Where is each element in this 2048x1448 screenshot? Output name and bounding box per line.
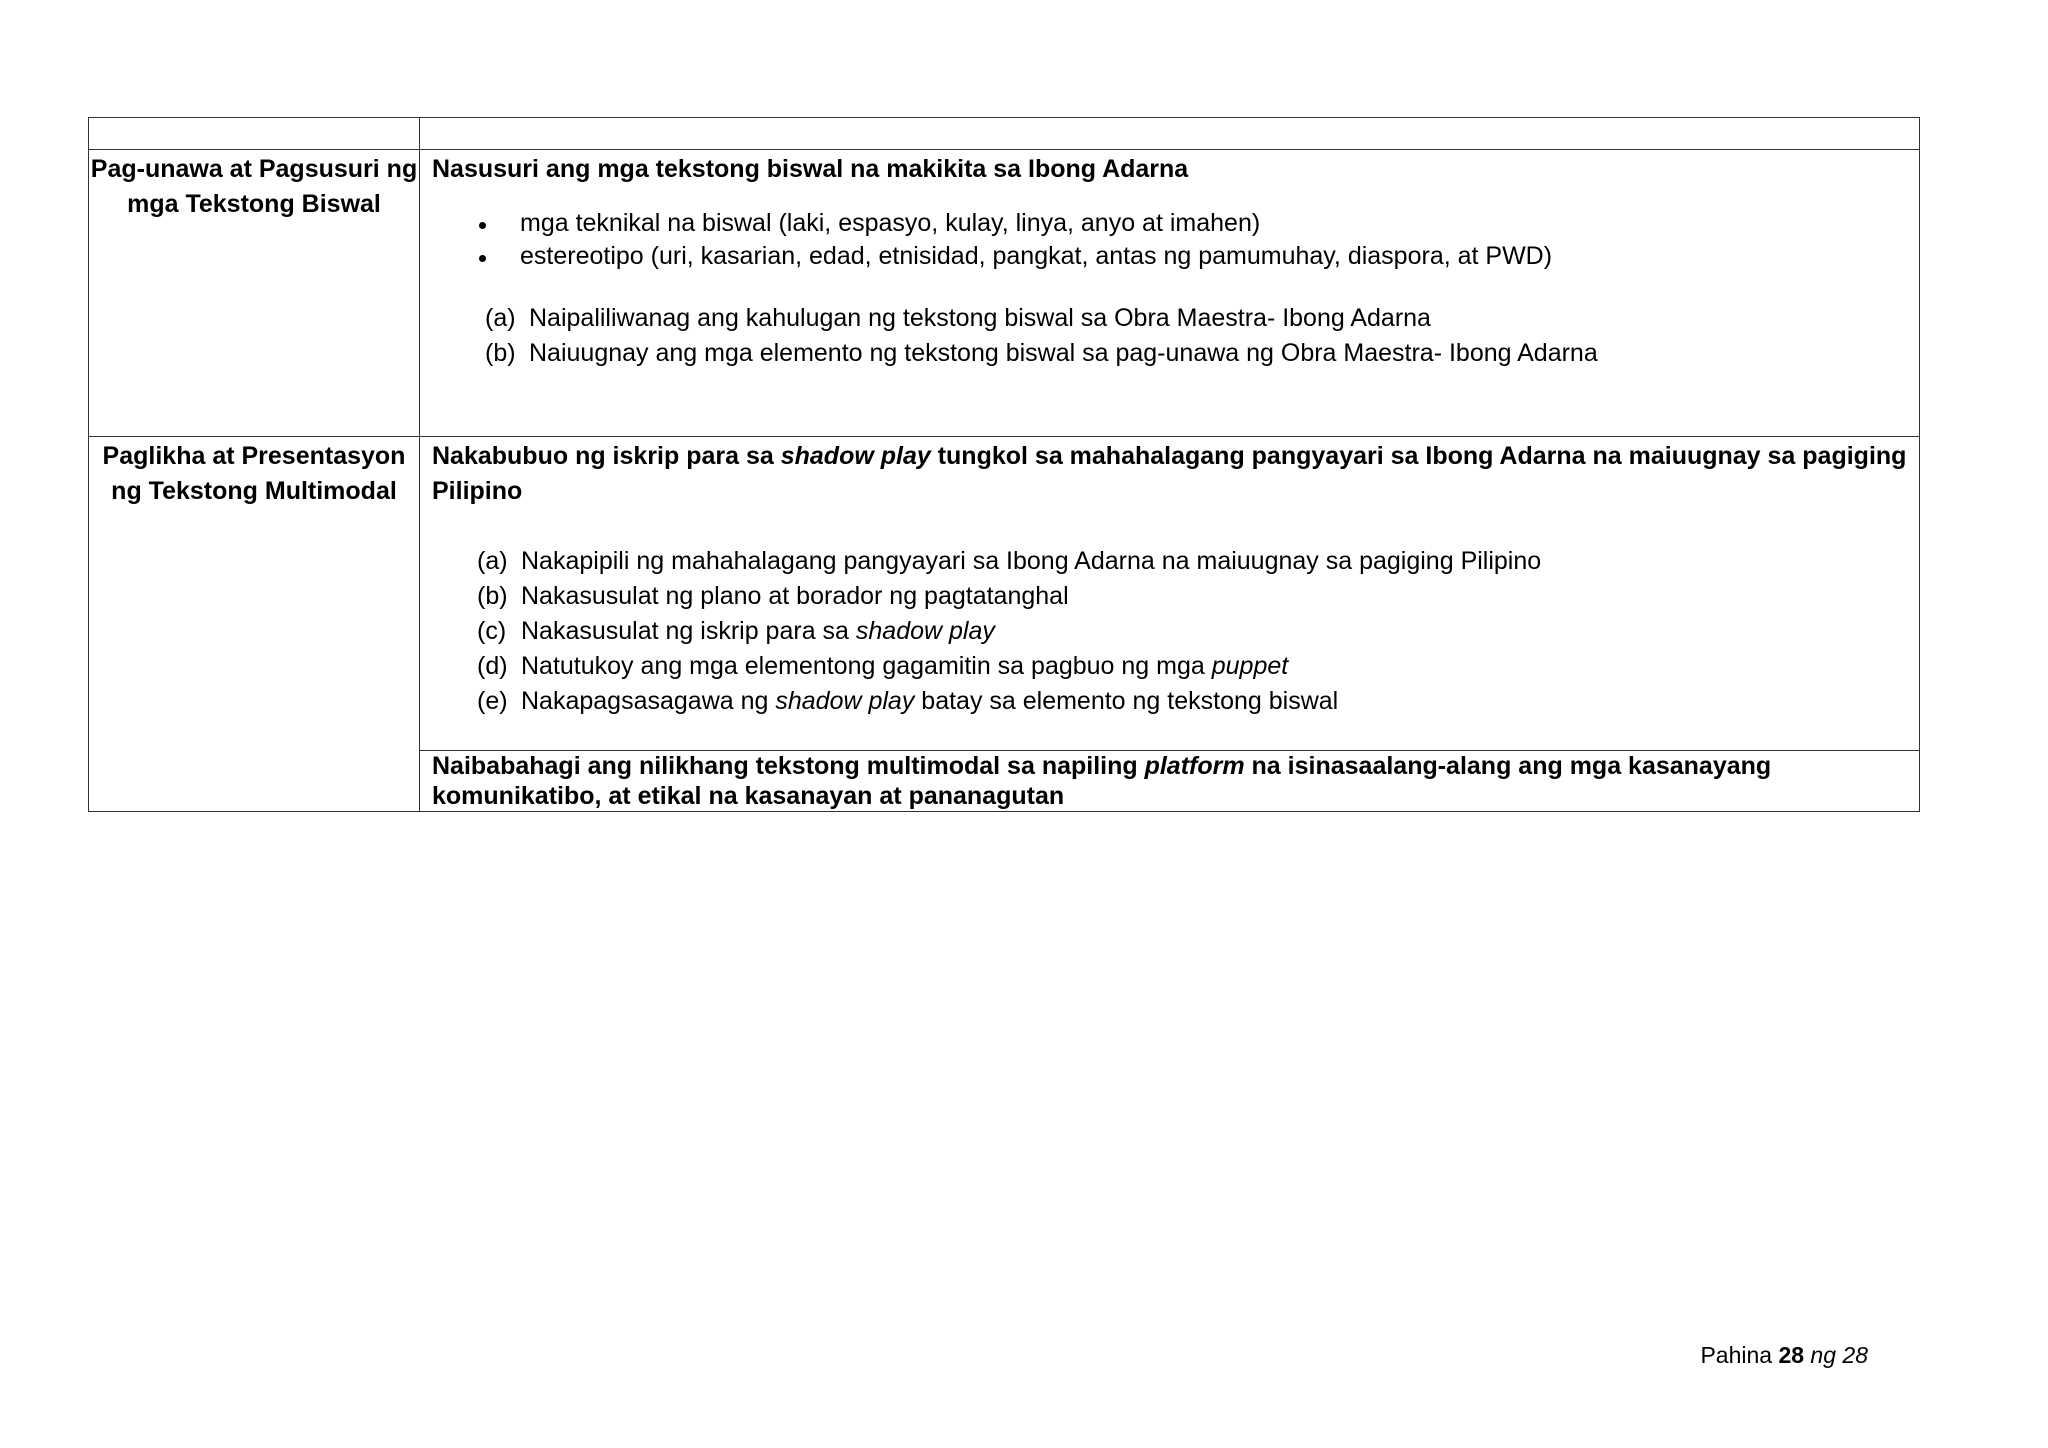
- curriculum-table: [88, 117, 1920, 812]
- table-row: [89, 437, 1920, 751]
- header-cell-left: [89, 118, 420, 150]
- list-item: (d) Natutukoy ang mga elementong gagamitin sa pagbuo ng mga puppet: [477, 652, 1289, 680]
- list-item: (a) Nakapipili ng mahahalagang pangyayari sa Ibong Adarna na maiuugnay sa pagiging Pilipino: [477, 547, 1542, 575]
- page-footer: Pahina 28 ng 28: [1700, 1342, 1868, 1368]
- competency-cell: [420, 437, 1920, 751]
- list-item: (b) Naiuugnay ang mga elemento ng tekstong biswal sa pag-unawa ng Obra Maestra- Ibong Adarna: [485, 339, 1598, 367]
- competency-cell: [420, 150, 1920, 437]
- list-item: estereotipo (uri, kasarian, edad, etnisidad, pangkat, antas ng pamumuhay, diaspora, at PWD): [432, 240, 1907, 273]
- sub-competency-list: [432, 301, 1907, 371]
- bullet-list: [432, 207, 1907, 273]
- list-item: (e) Nakapagsasagawa ng shadow play batay sa elemento ng tekstong biswal: [477, 687, 1339, 715]
- bullet-icon: [479, 255, 486, 262]
- list-item: mga teknikal na biswal (laki, espasyo, kulay, linya, anyo at imahen): [432, 207, 1907, 240]
- page-number: 28: [1778, 1342, 1805, 1368]
- header-cell-right: [420, 118, 1920, 150]
- table-row: [89, 150, 1920, 437]
- domain-label: Paglikha at Presentasyon ng Tekstong Multimodal: [89, 437, 420, 812]
- list-item: (c) Nakasusulat ng iskrip para sa shadow play: [477, 617, 995, 645]
- competency-cell: Naibabahagi ang nilikhang tekstong multimodal sa napiling platform na isinasaalang-alang ang mga kasanayang komunikatibo, at etikal na kasanayan at pananagutan: [420, 751, 1920, 812]
- list-item: (b) Nakasusulat ng plano at borador ng pagtatanghal: [477, 582, 1069, 610]
- competency-heading: Nakabubuo ng iskrip para sa shadow play tungkol sa mahahalagang pangyayari sa Ibong Adarna na maiuugnay sa pagiging Pilipino: [432, 442, 1907, 505]
- sub-competency-list: [432, 544, 1907, 719]
- list-item: (a) Naipaliliwanag ang kahulugan ng tekstong biswal sa Obra Maestra- Ibong Adarna: [485, 304, 1431, 332]
- competency-heading: Nasusuri ang mga tekstong biswal na makikita sa Ibong Adarna: [432, 155, 1189, 183]
- table-header-row: [89, 118, 1920, 150]
- domain-label: Pag-unawa at Pagsusuri ng mga Tekstong Biswal: [89, 150, 420, 437]
- bullet-icon: [479, 222, 486, 229]
